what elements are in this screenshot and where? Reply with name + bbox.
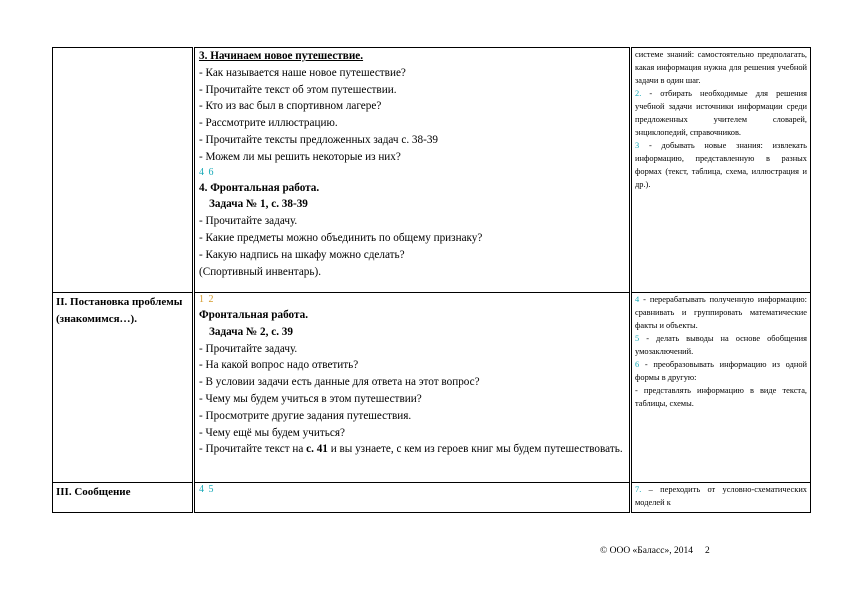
skill-marks: 1 2: [199, 294, 215, 305]
activity-line: - Прочитайте тексты предложенных задач с. 38-39: [199, 133, 439, 146]
activity-line: - Просмотрите другие задания путешествия.: [199, 409, 412, 422]
page-footer: [600, 546, 710, 556]
skills-cell: [631, 293, 811, 483]
activity-cell: [194, 483, 631, 513]
table-row: [53, 293, 811, 483]
activity-line: - Можем ли мы решить некоторые из них?: [199, 150, 401, 163]
activity-line: - Какую надпись на шкафу можно сделать?: [199, 248, 405, 261]
activity-line: - Чему ещё мы будем учиться?: [199, 426, 345, 439]
activity-heading: 3. Начинаем новое путешествие.: [199, 50, 364, 62]
stage-label: II. Постановка проблемы (знакомимся…).: [56, 296, 183, 325]
skill-item: 7. – переходить от условно-схематических моделей к: [635, 485, 807, 507]
skill-item: 4 - перерабатывать полученную информацию: сравнивать и группировать математические факты и объекты.: [635, 295, 807, 330]
activity-line: - Кто из вас был в спортивном лагере?: [199, 100, 382, 113]
activity-line: - Прочитайте текст об этом путешествии.: [199, 83, 397, 96]
activity-line: - В условии задачи есть данные для ответа на этот вопрос?: [199, 376, 480, 389]
skills-text: [635, 48, 807, 191]
activity-heading: Фронтальная работа.: [199, 309, 309, 321]
activity-heading: 4. Фронтальная работа.: [199, 181, 320, 194]
lesson-table: [52, 47, 811, 513]
table-row: [53, 48, 811, 293]
activity-line: (Спортивный инвентарь).: [199, 265, 322, 278]
activity-line: - Как называется наше новое путешествие?: [199, 66, 406, 79]
table-row: [53, 483, 811, 513]
activity-line: - Чему мы будем учиться в этом путешествии?: [199, 392, 422, 405]
task-title: Задача № 1, с. 38-39: [209, 198, 308, 211]
stage-cell: [53, 293, 194, 483]
page-number: 2: [704, 546, 710, 556]
activity-line: - Прочитайте задачу.: [199, 215, 298, 228]
stage-label: III. Сообщение: [56, 486, 131, 498]
stage-cell: [53, 483, 194, 513]
skill-item: 5 - делать выводы на основе обобщения умозаключений.: [635, 334, 807, 356]
skill-item: 2. - отбирать необходимые для решения учебной задачи источники информации среди предложенных учителем словарей, энциклопедий, справочников.: [635, 89, 807, 137]
skill-item: 6 - преобразовывать информацию из одной формы в другую:: [635, 360, 807, 382]
skill-item: - представлять информацию в виде текста, таблицы, схемы.: [635, 386, 807, 408]
activity-line: - Рассмотрите иллюстрацию.: [199, 117, 338, 130]
activity-line: - Какие предметы можно объединить по общему признаку?: [199, 231, 483, 244]
activity-cell: [194, 48, 631, 293]
stage-cell: [53, 48, 194, 293]
skills-text: [635, 483, 807, 509]
activity-line: - Прочитайте текст на с. 41 и вы узнаете, с кем из героев книг мы будем путешествовать.: [199, 443, 623, 456]
skill-marks: 4 6: [199, 166, 215, 178]
skills-text: [635, 293, 807, 410]
skill-item: 3 - добывать новые знания: извлекать информацию, представленную в разных формах (текст, таблица, схема, иллюстрация и др.).: [635, 141, 807, 189]
activity-line: - Прочитайте задачу.: [199, 342, 298, 355]
skill-marks: 4 5: [199, 484, 215, 495]
skills-cell: [631, 483, 811, 513]
task-title: Задача № 2, с. 39: [209, 325, 293, 338]
skills-cell: [631, 48, 811, 293]
skill-item: системе знаний: самостоятельно предполагать, какая информация нужна для решения учебной задачи в один шаг.: [635, 50, 807, 85]
copyright-text: © ООО «Баласс», 2014: [600, 546, 693, 556]
activity-cell: [194, 293, 631, 483]
activity-line: - На какой вопрос надо ответить?: [199, 359, 359, 372]
